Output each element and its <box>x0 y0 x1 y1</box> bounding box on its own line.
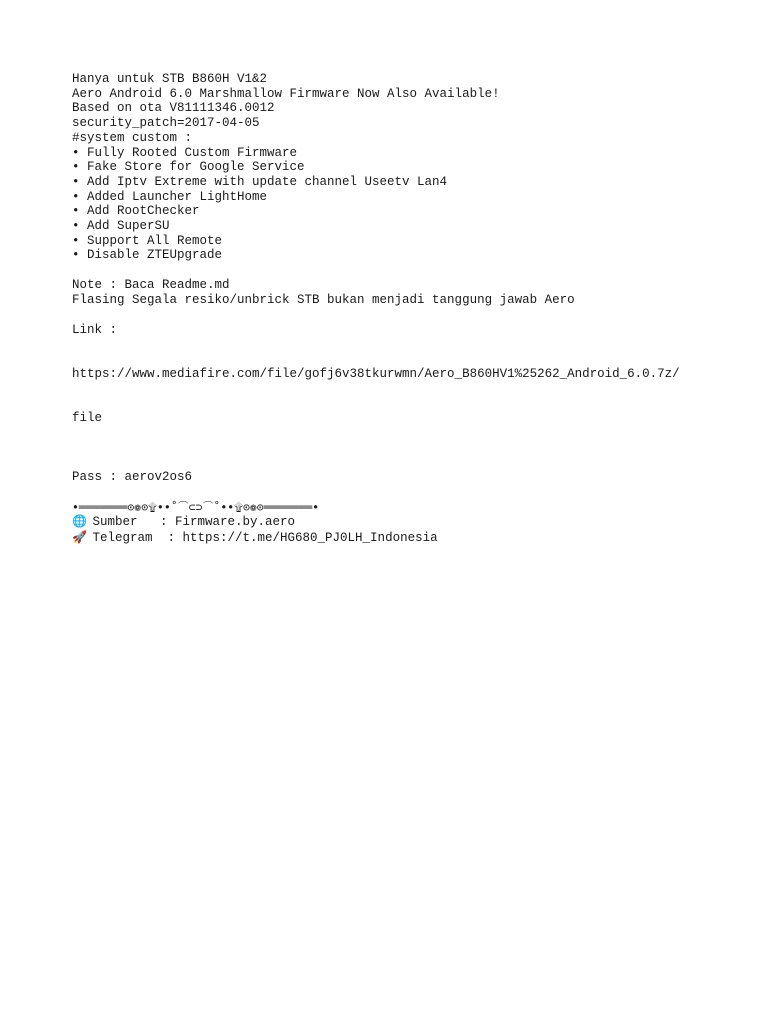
spacer <box>72 308 712 323</box>
system-custom-heading: #system custom : <box>72 130 193 145</box>
rocket-icon: 🚀 <box>72 529 87 544</box>
list-item: • Fully Rooted Custom Firmware <box>72 145 298 160</box>
security-patch-line: security_patch=2017-04-05 <box>72 116 260 131</box>
password-line: Pass : aerov2os6 <box>72 469 193 484</box>
note-line: Note : Baca Readme.md <box>72 278 230 293</box>
list-item: • Fake Store for Google Service <box>72 160 305 175</box>
ota-base-line: Based on ota V81111346.0012 <box>72 101 275 116</box>
spacer <box>72 485 712 500</box>
spacer <box>72 455 712 470</box>
telegram-line <box>72 530 712 546</box>
download-url-part1: https://www.mediafire.com/file/gofj6v38tkurwmn/Aero_B860HV1%25262_Android_6.0.7z/ <box>72 366 680 381</box>
telegram-text[interactable]: Telegram : https://t.me/HG680_PJ0LH_Indonesia <box>92 530 438 545</box>
list-item: • Support All Remote <box>72 233 223 248</box>
disclaimer-line: Flasing Segala resiko/unbrick STB bukan menjadi tanggung jawab Aero <box>72 292 575 307</box>
source-line <box>72 514 712 530</box>
document-body <box>72 72 712 546</box>
feature-list <box>72 146 712 264</box>
list-item: • Add RootChecker <box>72 204 200 219</box>
download-link[interactable] <box>72 337 712 455</box>
list-item: • Add SuperSU <box>72 219 170 234</box>
list-item: • Disable ZTEUpgrade <box>72 248 223 263</box>
link-label: Link : <box>72 322 118 337</box>
ornament-divider: •═══════⊙❁⊙۩••˚⁀⊂⊃⁀˚••۩⊙❁⊙═══════• <box>72 499 320 514</box>
spacer <box>72 263 712 278</box>
target-device-line: Hanya untuk STB B860H V1&2 <box>72 72 268 86</box>
firmware-title-line: Aero Android 6.0 Marshmallow Firmware Now Also Available! <box>72 86 500 101</box>
download-url-part2: file <box>72 410 103 425</box>
globe-icon: 🌐 <box>72 514 87 529</box>
list-item: • Added Launcher LightHome <box>72 189 268 204</box>
source-text: Sumber : Firmware.by.aero <box>92 515 296 530</box>
list-item: • Add Iptv Extreme with update channel Useetv Lan4 <box>72 174 448 189</box>
